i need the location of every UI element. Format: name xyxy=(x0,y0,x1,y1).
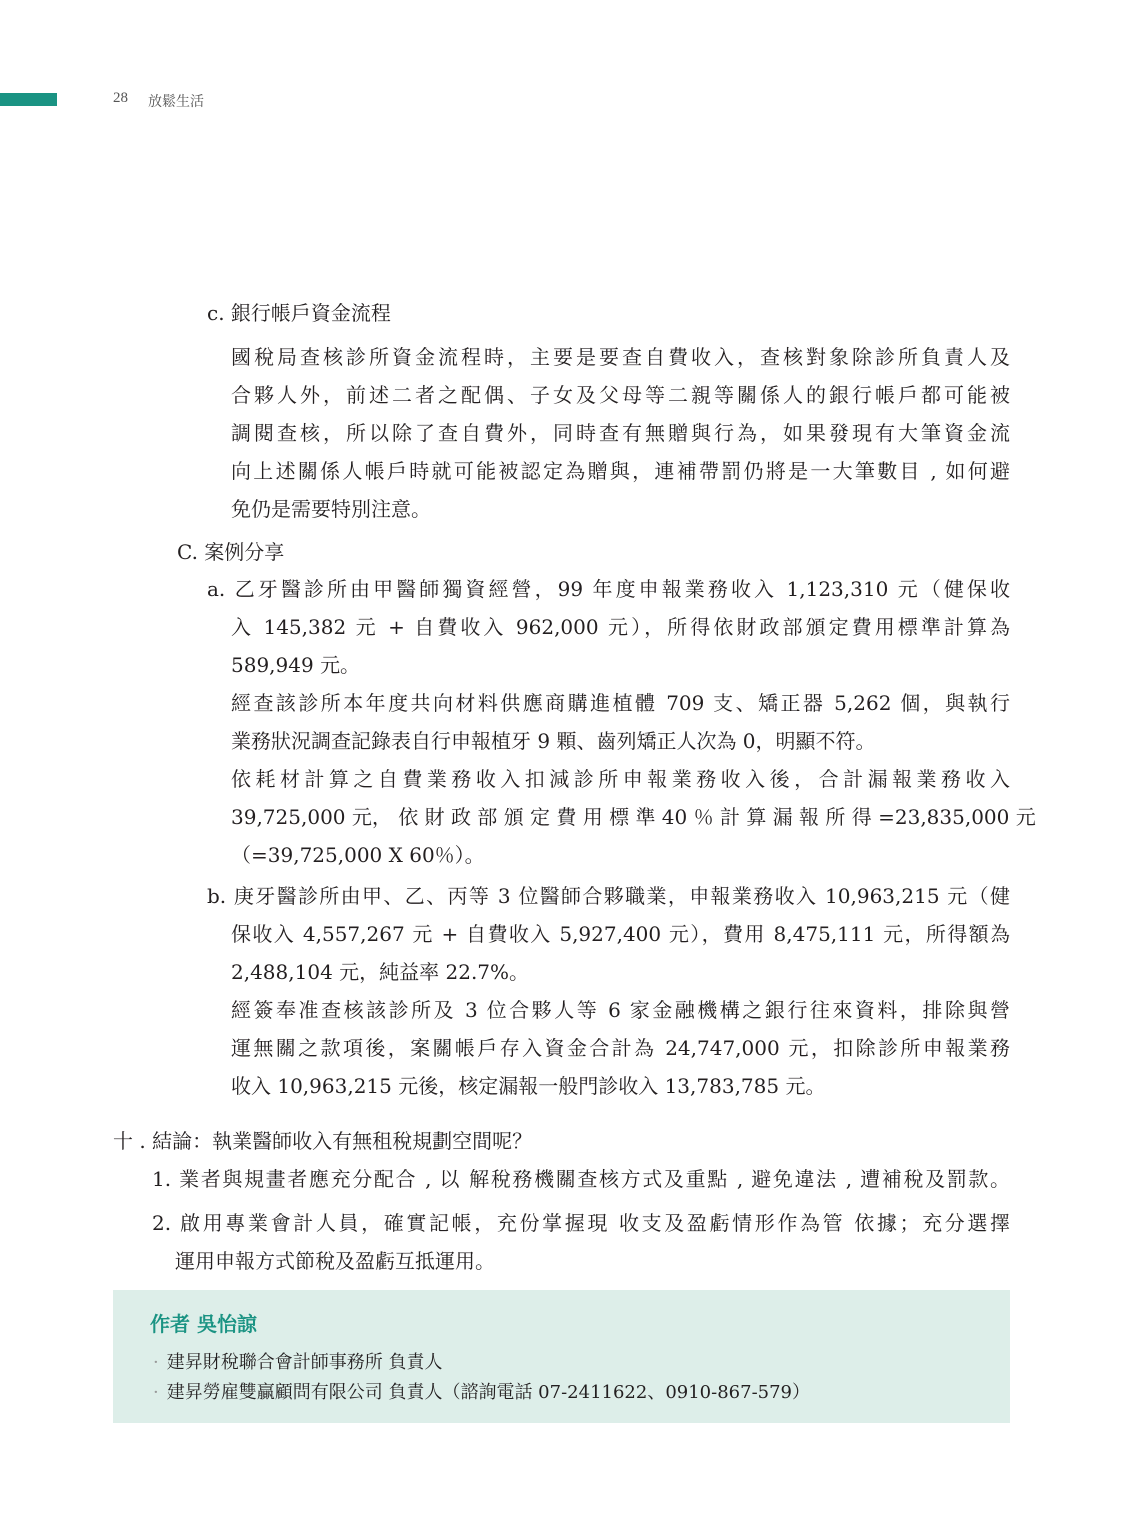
conclusion-heading: 十 . 結論：執業醫師收入有無租稅規劃空間呢？ xyxy=(113,1129,533,1153)
conclusion-item-2-cont: 運用申報方式節稅及盈虧互抵運用。 xyxy=(175,1249,495,1273)
case-b-line: b. 庚牙醫診所由甲、乙、丙等 3 位醫師合夥職業，申報業務收入 10,963,215 元（健 xyxy=(207,884,1010,908)
bullet-icon: · xyxy=(153,1382,159,1403)
paragraph-line: 國稅局查核診所資金流程時，主要是要查自費收入，查核對象除診所負責人及 xyxy=(231,345,1010,369)
case-b-line: 運無關之款項後，案關帳戶存入資金合計為 24,747,000 元，扣除診所申報業務 xyxy=(231,1036,1010,1060)
page-number: 28 xyxy=(113,90,128,106)
conclusion-item-1: 1. 業者與規畫者應充分配合 , 以 解稅務機關查核方式及重點 , 避免違法 , 遭補稅及罰款。 xyxy=(152,1167,1010,1191)
author-role-text: 建昇財稅聯合會計師事務所 負責人 xyxy=(166,1352,443,1373)
paragraph-line: 調閱查核，所以除了查自費外，同時查有無贈與行為，如果發現有大筆資金流 xyxy=(231,421,1010,445)
case-b-line: 收入 10,963,215 元後，核定漏報一般門診收入 13,783,785 元。 xyxy=(231,1074,826,1098)
header-accent-bar xyxy=(0,93,57,106)
author-name: 作者 吳怡諒 xyxy=(150,1312,257,1336)
case-a-line: 39,725,000 元， 依 財 政 部 頒 定 費 用 標 準 40 ％ 計 算 漏 報 所 得 =23,835,000 元 xyxy=(231,805,1036,829)
subheading-c: c. 銀行帳戶資金流程 xyxy=(207,301,391,325)
paragraph-line: 合夥人外，前述二者之配偶、子女及父母等二親等關係人的銀行帳戶都可能被 xyxy=(231,383,1010,407)
section-name: 放鬆生活 xyxy=(148,94,204,110)
case-a-line: （=39,725,000 X 60％）。 xyxy=(231,843,485,867)
case-b-line: 2,488,104 元，純益率 22.7%。 xyxy=(231,960,530,984)
bullet-icon: · xyxy=(153,1352,159,1373)
case-b-line: 保收入 4,557,267 元 + 自費收入 5,927,400 元），費用 8,475,111 元，所得額為 xyxy=(231,922,1010,946)
author-role xyxy=(153,1378,810,1404)
case-a-line: 入 145,382 元 + 自費收入 962,000 元），所得依財政部頒定費用標準計算為 xyxy=(231,615,1010,639)
case-b-line: 經簽奉准查核該診所及 3 位合夥人等 6 家金融機構之銀行往來資料，排除與營 xyxy=(231,998,1010,1022)
case-a-line: 依耗材計算之自費業務收入扣減診所申報業務收入後，合計漏報業務收入 xyxy=(231,767,1010,791)
conclusion-item-2: 2. 啟用專業會計人員，確實記帳，充份掌握現 收支及盈虧情形作為管 依據；充分選擇 xyxy=(152,1211,1010,1235)
case-a-line: a. 乙牙醫診所由甲醫師獨資經營，99 年度申報業務收入 1,123,310 元（健保收 xyxy=(207,577,1010,601)
author-role xyxy=(153,1348,442,1374)
case-a-line: 經查該診所本年度共向材料供應商購進植體 709 支、矯正器 5,262 個，與執行 xyxy=(231,691,1010,715)
case-a-line: 業務狀況調查記錄表自行申報植牙 9 顆、齒列矯正人次為 0，明顯不符。 xyxy=(231,729,876,753)
case-a-line: 589,949 元。 xyxy=(231,653,361,677)
author-box xyxy=(113,1290,1010,1423)
paragraph-line: 向上述關係人帳戶時就可能被認定為贈與，連補帶罰仍將是一大筆數目 , 如何避 xyxy=(231,459,1010,483)
author-role-text: 建昇勞雇雙贏顧問有限公司 負責人（諮詢電話 07-2411622、0910-867-579） xyxy=(166,1382,811,1403)
section-heading-case: C. 案例分享 xyxy=(177,540,285,564)
paragraph-line: 免仍是需要特別注意。 xyxy=(231,497,431,521)
